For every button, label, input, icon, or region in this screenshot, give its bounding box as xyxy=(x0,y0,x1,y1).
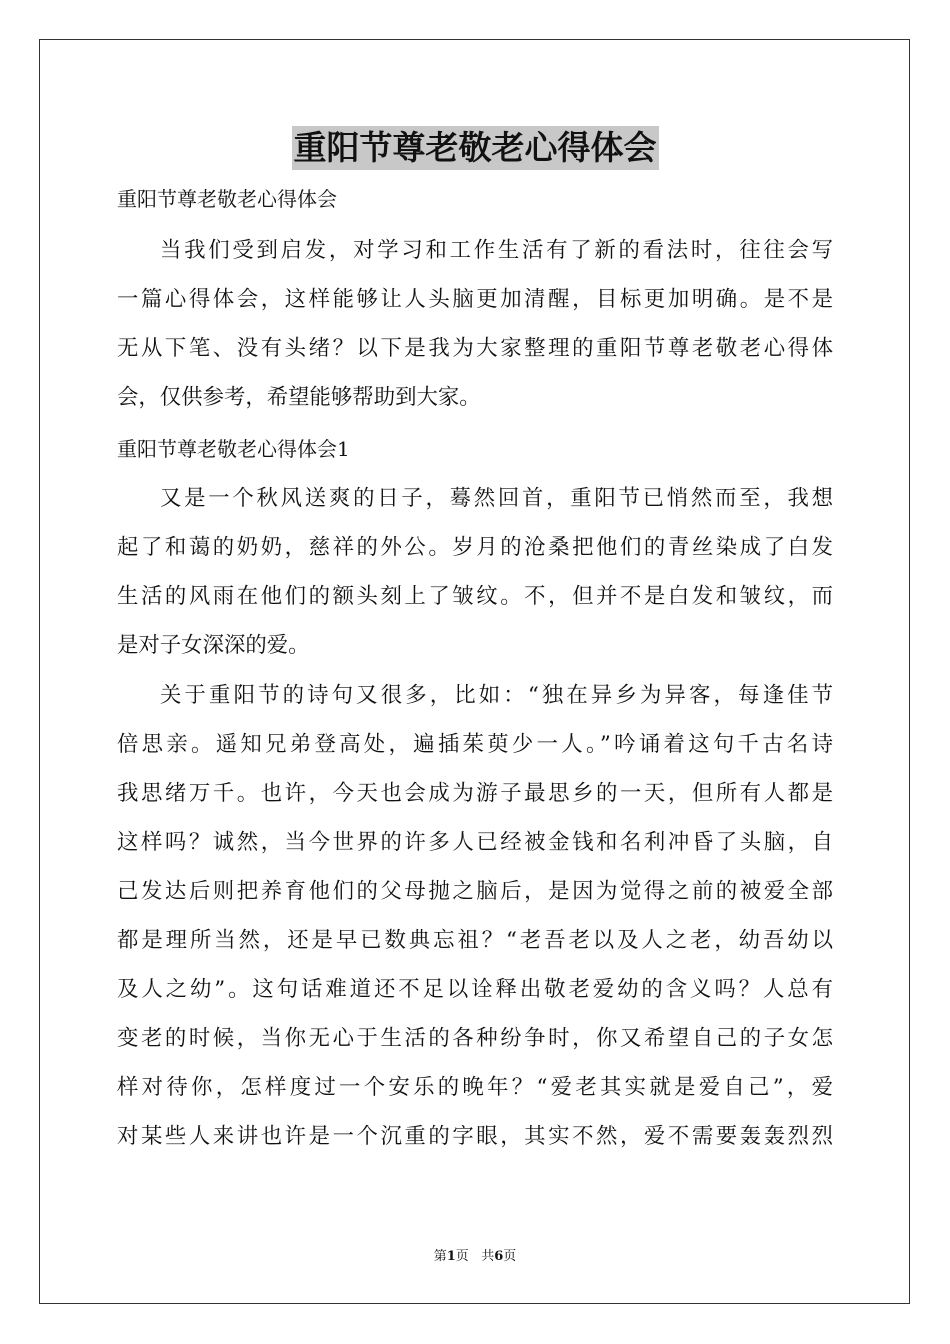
document-heading: 重阳节尊老敬老心得体会 xyxy=(117,187,337,211)
section-heading: 重阳节尊老敬老心得体会1 xyxy=(117,437,350,461)
paragraph-line: 倍思亲。遥知兄弟登高处，遍插茱萸少一人。”吟诵着这句千古名诗 xyxy=(117,732,833,757)
footer-prefix: 第 xyxy=(433,1249,447,1264)
paragraph-line: 是对子女深深的爱。 xyxy=(117,633,310,658)
paragraph-2 xyxy=(117,671,833,1161)
paragraph-line: 变老的时候，当你无心于生活的各种纷争时，你又希望自己的子女怎 xyxy=(117,1026,833,1051)
paragraph-line: 样对待你，怎样度过一个安乐的晚年？“爱老其实就是爱自己”，爱 xyxy=(117,1075,833,1100)
paragraph-1 xyxy=(117,474,833,670)
paragraph-line: 又是一个秋风送爽的日子，蓦然回首，重阳节已悄然而至，我想 xyxy=(160,486,833,511)
paragraph-line: 无从下笔、没有头绪？以下是我为大家整理的重阳节尊老敬老心得体 xyxy=(117,336,833,361)
footer-page-suffix: 页 xyxy=(455,1249,469,1264)
document-title: 重阳节尊老敬老心得体会 xyxy=(292,126,659,170)
paragraph-line: 及人之幼”。这句话难道还不足以诠释出敬老爱幼的含义吗？人总有 xyxy=(117,977,833,1002)
title-block xyxy=(117,126,833,170)
paragraph-line: 这样吗？诚然，当今世界的许多人已经被金钱和名利冲昏了头脑，自 xyxy=(117,830,833,855)
paragraph-line: 会，仅供参考，希望能够帮助到大家。 xyxy=(117,385,481,410)
page-total: 6 xyxy=(494,1249,504,1264)
paragraph-line: 当我们受到启发，对学习和工作生活有了新的看法时，往往会写 xyxy=(160,238,833,263)
paragraph-line: 一篇心得体会，这样能够让人头脑更加清醒，目标更加明确。是不是 xyxy=(117,287,833,312)
footer-total-suffix: 页 xyxy=(503,1249,517,1264)
intro-paragraph xyxy=(117,226,833,422)
paragraph-line: 都是理所当然，还是早已数典忘祖？“老吾老以及人之老，幼吾幼以 xyxy=(117,928,833,953)
page-footer xyxy=(0,1248,950,1266)
paragraph-line: 对某些人来讲也许是一个沉重的字眼，其实不然，爱不需要轰轰烈烈 xyxy=(117,1124,833,1149)
paragraph-line: 生活的风雨在他们的额头刻上了皱纹。不，但并不是白发和皱纹，而 xyxy=(117,584,833,609)
paragraph-line: 我思绪万千。也许，今天也会成为游子最思乡的一天，但所有人都是 xyxy=(117,781,833,806)
footer-total-prefix: 共 xyxy=(481,1249,495,1264)
paragraph-line: 关于重阳节的诗句又很多，比如：“独在异乡为异客，每逢佳节 xyxy=(160,683,833,708)
page-number: 1 xyxy=(446,1249,456,1264)
paragraph-line: 己发达后则把养育他们的父母抛之脑后，是因为觉得之前的被爱全部 xyxy=(117,879,833,904)
paragraph-line: 起了和蔼的奶奶，慈祥的外公。岁月的沧桑把他们的青丝染成了白发 xyxy=(117,535,833,560)
